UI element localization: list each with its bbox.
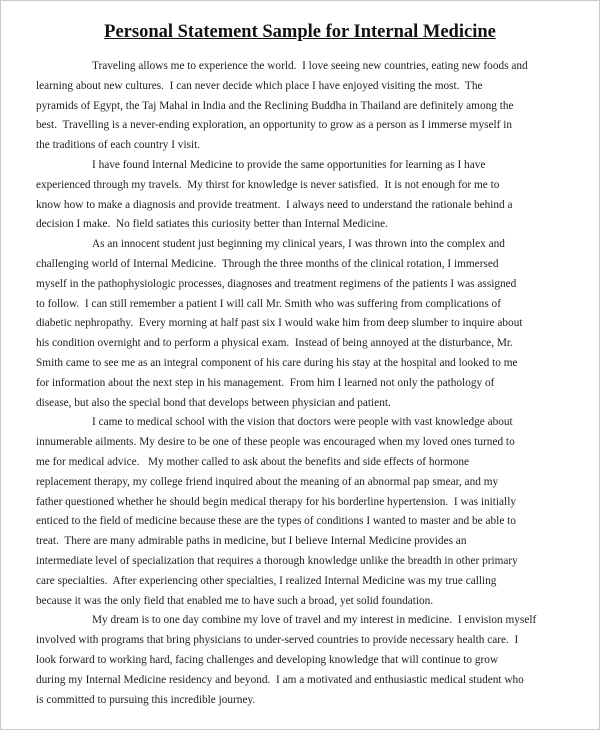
text-line: myself in the pathophysiologic processes, diagnoses and treatment regimens of the patients I was assigned xyxy=(36,277,517,290)
text-line: treat. There are many admirable paths in medicine, but I believe Internal Medicine provides an xyxy=(36,535,467,548)
text-line: Traveling allows me to experience the world. I love seeing new countries, eating new foods and xyxy=(92,60,528,72)
text-line: care specialties. After experiencing other specialties, I realized Internal Medicine was my true calling xyxy=(36,574,497,587)
text-line: the traditions of each country I visit. xyxy=(36,139,201,152)
text-line: pyramids of Egypt, the Taj Mahal in India and the Reclining Buddha in Thailand are definitely among the xyxy=(36,99,514,112)
text-line: me for medical advice. My mother called to ask about the benefits and side effects of hormone xyxy=(36,455,470,468)
text-line: diabetic nephropathy. Every morning at half past six I would wake him from deep slumber to inquire about xyxy=(36,317,523,330)
paragraph xyxy=(36,235,564,413)
text-line: involved with programs that bring physicians to under-served countries to provide necessary health care. I xyxy=(36,634,519,647)
text-line: father questioned whether he should begin medical therapy for his borderline hypertension. I was initially xyxy=(36,495,516,508)
paragraph xyxy=(36,611,564,710)
text-line: replacement therapy, my college friend inquired about the meaning of an abnormal pap smear, and my xyxy=(36,475,499,488)
text-line: As an innocent student just beginning my clinical years, I was thrown into the complex and xyxy=(92,238,505,251)
text-line: because it was the only field that enabled me to have such a broad, yet solid foundation. xyxy=(36,594,434,607)
text-line: My dream is to one day combine my love of travel and my interest in medicine. I envision myself xyxy=(92,614,537,627)
text-line: I came to medical school with the vision that doctors were people with vast knowledge about xyxy=(92,416,513,429)
text-line: decision I make. No field satiates this curiosity better than Internal Medicine. xyxy=(36,218,388,231)
page-title: Personal Statement Sample for Internal Medicine xyxy=(104,22,496,42)
text-line: for information about the next step in his management. From him I learned not only the pathology of xyxy=(36,376,495,389)
text-line: best. Travelling is a never-ending exploration, an opportunity to grow as a person as I immerse myself in xyxy=(36,119,513,132)
text-line: disease, but also the special bond that develops between physician and patient. xyxy=(36,396,391,409)
document-body xyxy=(36,57,564,710)
text-line: enticed to the field of medicine because these are the types of conditions I wanted to master and be able to xyxy=(36,515,516,528)
text-line: learning about new cultures. I can never decide which place I have enjoyed visiting the most. The xyxy=(36,79,483,92)
text-line: to follow. I can still remember a patient I will call Mr. Smith who was suffering from complications of xyxy=(36,297,501,310)
text-line: I have found Internal Medicine to provide the same opportunities for learning as I have xyxy=(92,158,486,171)
text-line: challenging world of Internal Medicine. Through the three months of the clinical rotation, I immersed xyxy=(36,257,499,270)
text-line: look forward to working hard, facing challenges and developing knowledge that will continue to grow xyxy=(36,653,499,666)
text-line: during my Internal Medicine residency and beyond. I am a motivated and enthusiastic medical student who xyxy=(36,673,524,686)
text-line: innumerable ailments. My desire to be one of these people was encouraged when my loved ones turned to xyxy=(36,436,515,449)
paragraph xyxy=(36,156,564,235)
text-line: intermediate level of specialization that requires a thorough knowledge unlike the breadth in other primary xyxy=(36,554,518,567)
paragraph xyxy=(36,57,564,156)
text-line: know how to make a diagnosis and provide treatment. I always need to understand the rationale behind a xyxy=(36,198,513,211)
text-line: is committed to pursuing this incredible journey. xyxy=(36,693,256,706)
paragraph xyxy=(36,413,564,611)
text-line: his condition overnight and to perform a physical exam. Instead of being annoyed at the disturbance, Mr. xyxy=(36,337,513,350)
text-line: experienced through my travels. My thirst for knowledge is never satisfied. It is not enough for me to xyxy=(36,178,500,191)
text-line: Smith came to see me as an integral component of his care during his stay at the hospital and looked to me xyxy=(36,356,518,369)
